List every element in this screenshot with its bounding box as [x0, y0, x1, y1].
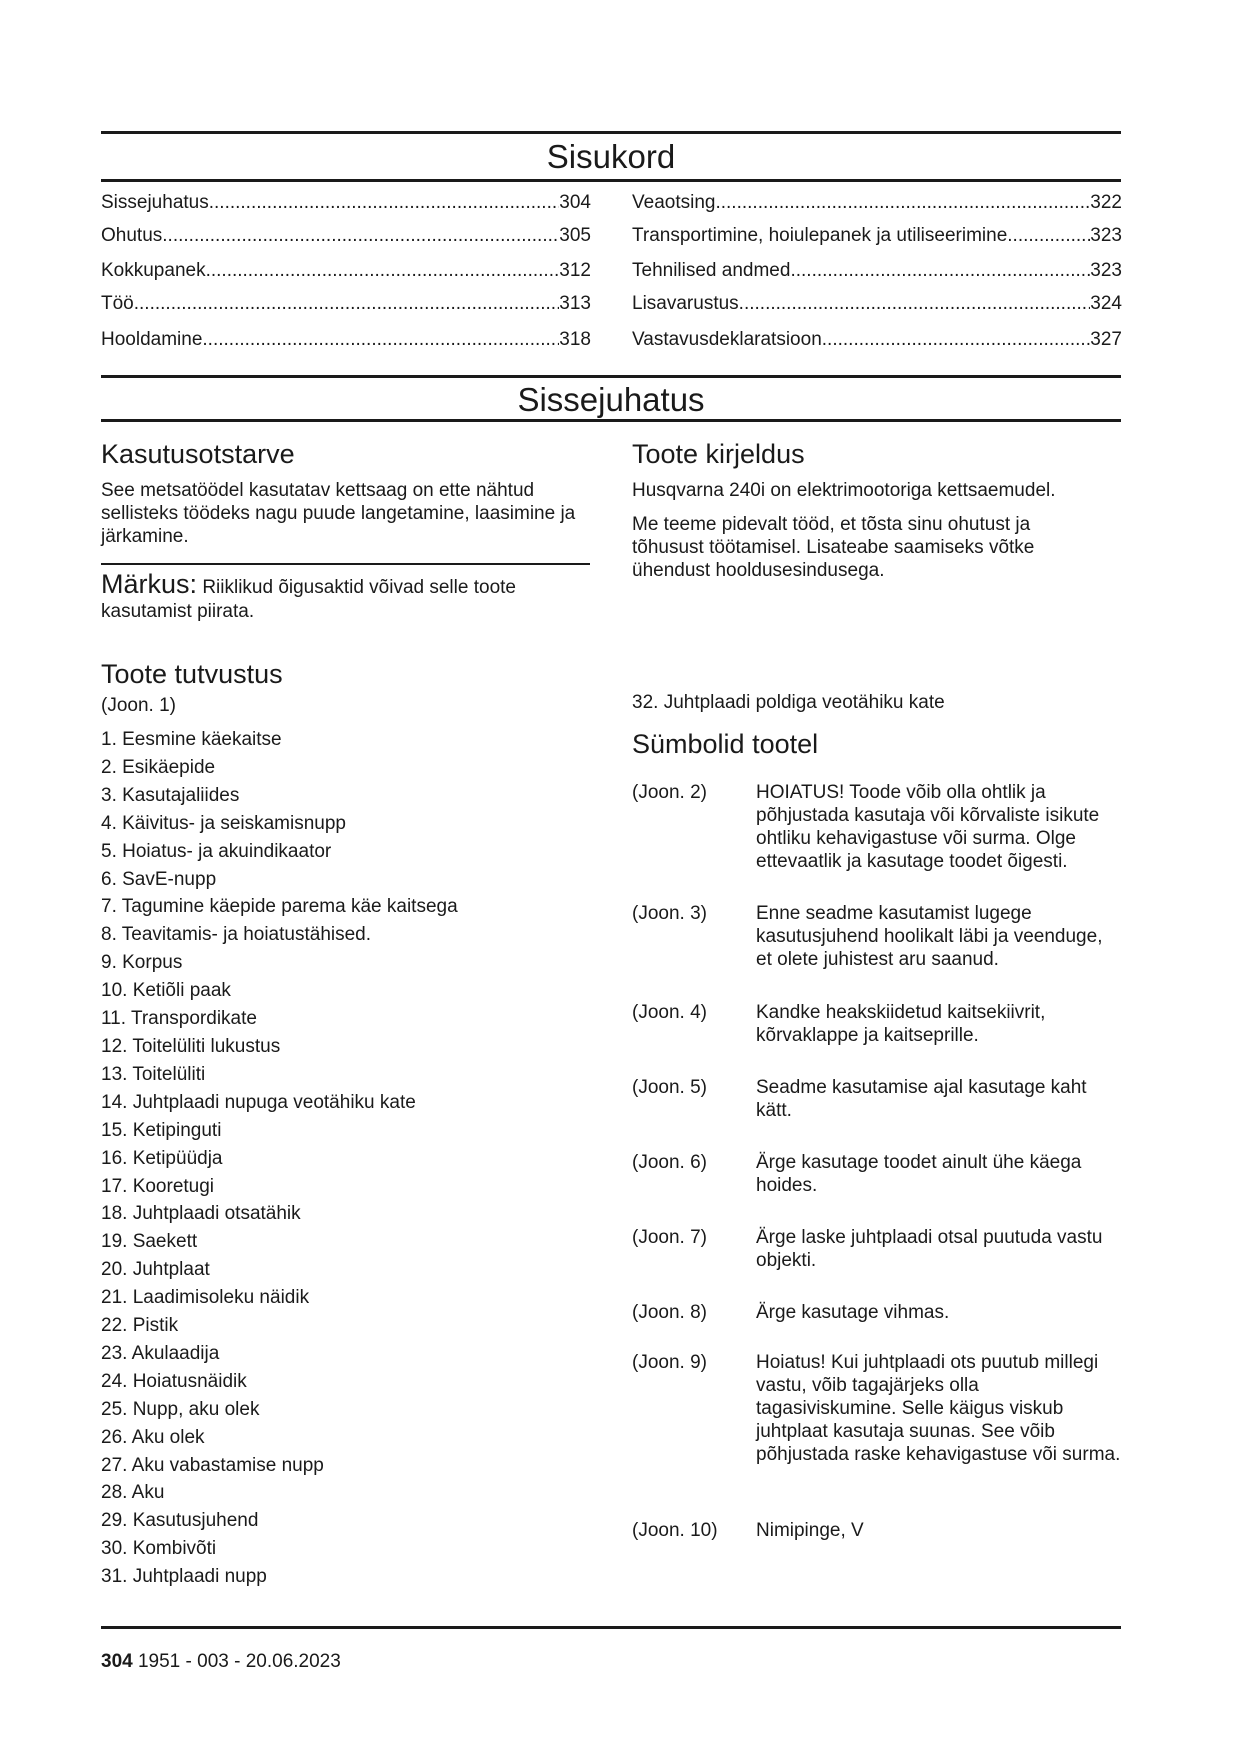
product-description-section	[632, 437, 1122, 582]
toc-label: Töö	[101, 293, 134, 314]
toc-top-rule	[101, 131, 1121, 134]
symbol-description: Ärge kasutage toodet ainult ühe käega hoides.	[756, 1152, 1082, 1196]
symbol-entry	[632, 781, 1122, 873]
toc-title-rule	[101, 179, 1121, 182]
intended-use-text: See metsatöödel kasutatav kettsaag on ette nähtud sellisteks töödeks nagu puude langetamine, laasimine ja järkamine.	[101, 480, 576, 547]
parts-list-item: 5. Hoiatus- ja akuindikaator	[101, 840, 332, 862]
product-overview-figure-ref: (Joon. 1)	[101, 695, 176, 716]
toc-entry-vastavusdeklaratsioon[interactable]	[632, 328, 1122, 352]
toc-label: Veaotsing	[632, 192, 716, 213]
symbol-entry	[632, 1076, 1122, 1122]
parts-list-item: 17. Kooretugi	[101, 1175, 215, 1197]
toc-label: Kokkupanek	[101, 260, 206, 281]
toc-page: 312	[559, 260, 591, 281]
parts-list-item: 3. Kasutajaliides	[101, 784, 240, 806]
toc-page: 305	[559, 225, 591, 246]
symbol-figure-ref: (Joon. 2)	[632, 782, 707, 803]
footer-rule	[101, 1626, 1121, 1629]
note-text: Riiklikud õigusaktid võivad selle toote kasutamist piirata.	[101, 577, 516, 622]
parts-list-item: 21. Laadimisoleku näidik	[101, 1287, 310, 1309]
parts-list-item: 24. Hoiatusnäidik	[101, 1370, 247, 1392]
parts-list-item: 15. Ketipinguti	[101, 1119, 222, 1141]
parts-list-item: 10. Ketiõli paak	[101, 980, 231, 1002]
toc-label: Hooldamine	[101, 329, 203, 350]
symbol-description: Ärge laske juhtplaadi otsal puutuda vastu objekti.	[756, 1227, 1103, 1271]
toc-entry-kokkupanek[interactable]	[101, 259, 591, 283]
toc-entry-veaotsing[interactable]	[632, 191, 1122, 215]
parts-list-item: 7. Tagumine käepide parema käe kaitsega	[101, 896, 458, 918]
symbol-figure-ref: (Joon. 10)	[632, 1520, 718, 1541]
symbol-description: Ärge kasutage vihmas.	[756, 1302, 950, 1323]
parts-list-item: 19. Saekett	[101, 1231, 198, 1253]
parts-list-item: 27. Aku vabastamise nupp	[101, 1454, 324, 1476]
symbol-entry	[632, 1301, 1122, 1324]
intro-title: Sissejuhatus	[517, 381, 705, 418]
parts-list-item: 26. Aku olek	[101, 1426, 205, 1448]
parts-list-item: 2. Esikäepide	[101, 756, 216, 778]
footer	[101, 1650, 341, 1674]
symbol-description: Hoiatus! Kui juhtplaadi ots puutub millegi vastu, võib tagajärjeks olla tagasiviskumine. Selle käigus viskub juhtplaat kasutaja suunas. See võib põhjustada raske kehavigastuse või surma.	[756, 1352, 1121, 1465]
product-description-p2: Me teeme pidevalt tööd, et tõsta sinu ohutust ja tõhusust töötamisel. Lisateabe saamiseks võtke ühendust hooldusesindusega.	[632, 514, 1035, 581]
toc-page: 318	[559, 329, 591, 350]
parts-list-item: 29. Kasutusjuhend	[101, 1510, 259, 1532]
symbol-entry	[632, 1519, 1122, 1542]
symbol-description: Nimipinge, V	[756, 1520, 864, 1541]
parts-list-item: 25. Nupp, aku olek	[101, 1398, 260, 1420]
parts-list-item: 4. Käivitus- ja seiskamisnupp	[101, 812, 346, 834]
parts-list-item: 9. Korpus	[101, 952, 183, 974]
toc-entry-tehnilised-andmed[interactable]	[632, 259, 1122, 283]
parts-list-item: 12. Toitelüliti lukustus	[101, 1035, 281, 1057]
parts-list-item: 20. Juhtplaat	[101, 1259, 210, 1281]
toc-entry-lisavarustus[interactable]	[632, 292, 1122, 316]
symbol-figure-ref: (Joon. 8)	[632, 1302, 707, 1323]
intro-top-rule	[101, 375, 1121, 378]
parts-list-item: 14. Juhtplaadi nupuga veotähiku kate	[101, 1091, 416, 1113]
product-description-p1: Husqvarna 240i on elektrimootoriga kettsaemudel.	[632, 480, 1056, 501]
note-label: Märkus:	[101, 569, 198, 599]
parts-list-item: 13. Toitelüliti	[101, 1063, 206, 1085]
toc-page: 313	[559, 293, 591, 314]
symbol-entry	[632, 1351, 1122, 1466]
parts-list-item: 8. Teavitamis- ja hoiatustähised.	[101, 924, 372, 946]
toc-page: 304	[559, 192, 591, 213]
symbol-description: HOIATUS! Toode võib olla ohtlik ja põhjustada kasutaja või kõrvaliste isikute ohtliku kehavigastuse või surma. Olge ettevaatlik ja kasutage toodet õigesti.	[756, 782, 1100, 872]
parts-list-item: 11. Transpordikate	[101, 1008, 257, 1030]
toc-entry-hooldamine[interactable]	[101, 328, 591, 352]
symbol-description: Seadme kasutamise ajal kasutage kaht kätt.	[756, 1077, 1087, 1121]
symbol-description: Kandke heakskiidetud kaitsekiivrit, kõrvaklappe ja kaitseprille.	[756, 1002, 1046, 1046]
product-overview-heading: Toote tutvustus	[101, 659, 283, 689]
toc-label: Sissejuhatus	[101, 192, 209, 213]
parts-list-item: 18. Juhtplaadi otsatähik	[101, 1203, 301, 1225]
toc-label: Vastavusdeklaratsioon	[632, 329, 822, 350]
toc-entry-too[interactable]	[101, 292, 591, 316]
intended-use-heading: Kasutusotstarve	[101, 439, 295, 469]
symbol-entry	[632, 1001, 1122, 1047]
toc-label: Transportimine, hoiulepanek ja utiliseerimine	[632, 225, 1008, 246]
parts-list-item: 30. Kombivõti	[101, 1538, 217, 1560]
symbol-figure-ref: (Joon. 6)	[632, 1152, 707, 1173]
toc-entry-sissejuhatus[interactable]	[101, 191, 591, 215]
symbol-figure-ref: (Joon. 5)	[632, 1077, 707, 1098]
toc-page: 324	[1090, 293, 1122, 314]
toc-page: 322	[1090, 192, 1122, 213]
parts-list	[101, 726, 601, 1591]
parts-list-item: 31. Juhtplaadi nupp	[101, 1566, 267, 1588]
symbol-figure-ref: (Joon. 3)	[632, 903, 707, 924]
toc-entry-transportimine[interactable]	[632, 224, 1122, 248]
symbol-figure-ref: (Joon. 9)	[632, 1352, 707, 1373]
intro-title-rule	[101, 419, 1121, 422]
toc-label: Tehnilised andmed	[632, 260, 791, 281]
toc-label: Lisavarustus	[632, 293, 739, 314]
toc-title: Sisukord	[546, 138, 676, 175]
product-overview-section	[101, 657, 601, 717]
note-rule	[101, 563, 590, 565]
parts-list-item: 16. Ketipüüdja	[101, 1147, 223, 1169]
footer-doc-info: 1951 - 003 - 20.06.2023	[137, 1651, 341, 1672]
note-box	[101, 569, 591, 624]
toc-page: 327	[1090, 329, 1122, 350]
symbol-description: Enne seadme kasutamist lugege kasutusjuhend hoolikalt läbi ja veenduge, et olete juhistest aru saanud.	[756, 903, 1103, 970]
toc-page: 323	[1090, 260, 1122, 281]
product-description-heading: Toote kirjeldus	[632, 439, 805, 469]
symbol-figure-ref: (Joon. 7)	[632, 1227, 707, 1248]
footer-page-number: 304	[101, 1651, 133, 1672]
parts-list-item: 6. SavE-nupp	[101, 868, 217, 890]
symbol-figure-ref: (Joon. 4)	[632, 1002, 707, 1023]
parts-list-item: 28. Aku	[101, 1482, 165, 1504]
intended-use-section	[101, 437, 591, 548]
symbol-entry	[632, 902, 1122, 971]
symbol-entry	[632, 1226, 1122, 1272]
parts-list-item: 23. Akulaadija	[101, 1342, 220, 1364]
parts-list-item-32: 32. Juhtplaadi poldiga veotähiku kate	[632, 692, 945, 713]
toc-label: Ohutus	[101, 225, 163, 246]
symbols-heading: Sümbolid tootel	[632, 729, 819, 759]
parts-list-item: 1. Eesmine käekaitse	[101, 729, 282, 750]
parts-list-item: 22. Pistik	[101, 1315, 179, 1337]
symbol-entry	[632, 1151, 1122, 1197]
toc-entry-ohutus[interactable]	[101, 224, 591, 248]
toc-page: 323	[1090, 225, 1122, 246]
